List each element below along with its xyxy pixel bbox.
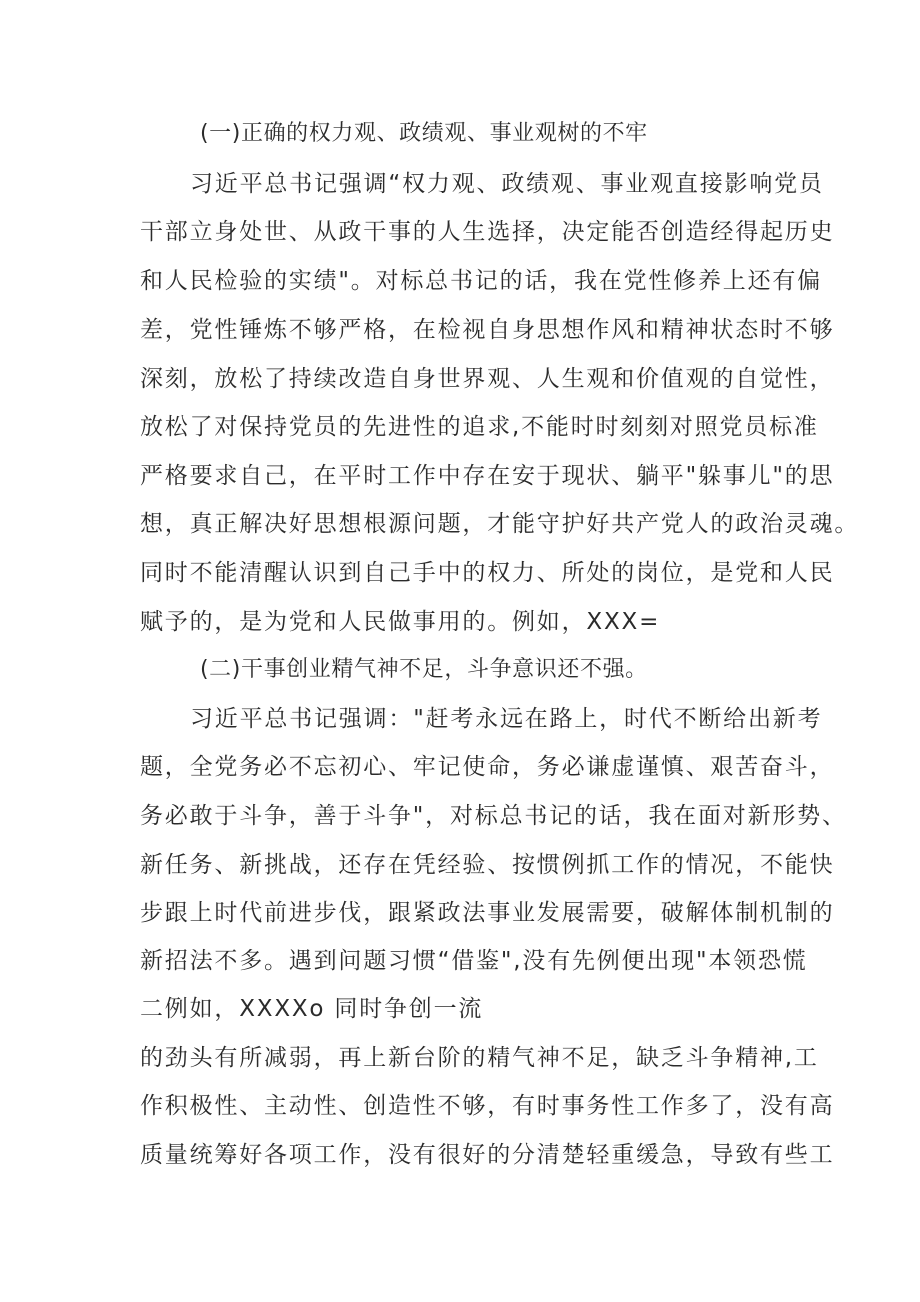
paragraph-line: 步跟上时代前进步伐，跟紧政法事业发展需要，破解体制机制的 <box>140 900 835 926</box>
paragraph-line: 作积极性、主动性、创造性不够，有时事务性工作多了，没有高 <box>140 1093 835 1119</box>
paragraph-line: 务必敢于斗争，善于斗争"，对标总书记的话，我在面对新形势、 <box>140 803 847 829</box>
section-heading-2: (二)干事创业精气神不足，斗争意识还不强。 <box>200 657 648 682</box>
paragraph-line: 二例如，XXXXo 同时争创一流 <box>140 996 484 1022</box>
paragraph-line: 习近平总书记强调“权力观、政绩观、事业观直接影响党员 <box>190 171 824 197</box>
paragraph-line: 的劲头有所减弱，再上新台阶的精气神不足，缺乏斗争精神,工 <box>140 1045 819 1071</box>
paragraph-line: 习近平总书记强调："赶考永远在路上，时代不断给出新考 <box>190 706 823 732</box>
paragraph-line: 放松了对保持党员的先进性的追求,不能时时刻刻对照党员标准 <box>140 414 819 440</box>
paragraph-line: 想，真正解决好思想根源问题，才能守护好共产党人的政治灵魂。 <box>140 511 860 537</box>
section-heading-1: (一)正确的权力观、政绩观、事业观树的不牢 <box>200 121 648 146</box>
paragraph-line: 同时不能清醒认识到自己手中的权力、所处的岗位，是党和人民 <box>140 560 835 586</box>
paragraph-line: 差，党性锤炼不够严格，在检视自身思想作风和精神状态时不够 <box>140 317 835 343</box>
paragraph-line: 和人民检验的实绩"。对标总书记的话，我在党性修养上还有偏 <box>140 268 822 294</box>
paragraph-line: 赋予的，是为党和人民做事用的。例如，XXX= <box>140 609 661 635</box>
paragraph-line: 新招法不多。遇到问题习惯“借鉴",没有先例便出现"本领恐慌 <box>140 948 808 974</box>
paragraph-line: 题，全党务必不忘初心、牢记使命，务必谦虚谨慎、艰苦奋斗， <box>140 754 835 780</box>
paragraph-line: 严格要求自己，在平时工作中存在安于现状、躺平"躲事儿"的思 <box>140 463 835 489</box>
paragraph-line: 干部立身处世、从政干事的人生选择，决定能否创造经得起历史 <box>140 219 835 245</box>
paragraph-line: 深刻，放松了持续改造自身世界观、人生观和价值观的自觉性， <box>140 366 835 392</box>
paragraph-line: 新任务、新挑战，还存在凭经验、按惯例抓工作的情况，不能快 <box>140 852 835 878</box>
paragraph-line: 质量统筹好各项工作，没有很好的分清楚轻重缓急，导致有些工 <box>140 1142 835 1168</box>
